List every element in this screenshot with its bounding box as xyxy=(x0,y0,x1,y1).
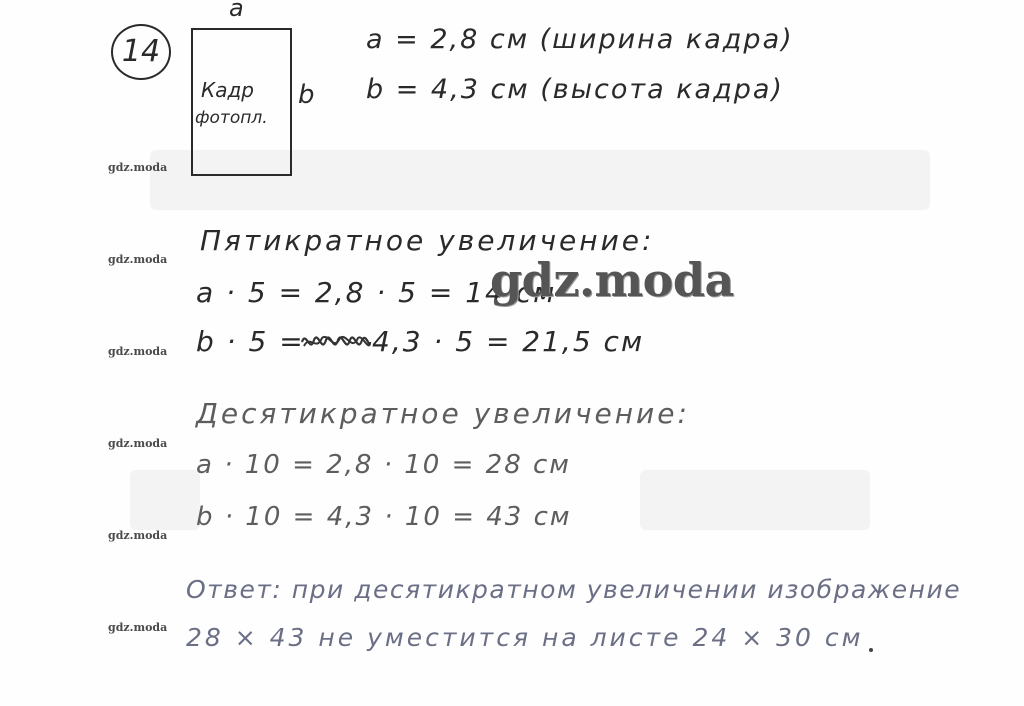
watermark-large: gdz.moda xyxy=(490,253,734,307)
film-frame-rectangle xyxy=(191,28,292,176)
frame-label-line2: фотопл. xyxy=(195,108,268,128)
crossed-out-scribble xyxy=(300,328,372,356)
frame-label xyxy=(195,76,268,132)
answer-line1: Ответ: при десятикратном увеличении изображение xyxy=(186,575,962,604)
problem-number: 14 xyxy=(121,34,161,69)
watermark-small: gdz.moda xyxy=(108,253,168,266)
answer-line2: 28 × 43 не уместится на листе 24 × 30 см xyxy=(186,623,864,652)
fivefold-line-b-start: b · 5 = xyxy=(196,325,305,358)
watermark-small: gdz.moda xyxy=(108,437,168,450)
watermark-small: gdz.moda xyxy=(108,621,168,634)
frame-label-line1: Кадр xyxy=(201,78,254,102)
tenfold-heading: Десятикратное увеличение: xyxy=(196,397,690,430)
definition-height: b = 4,3 см (высота кадра) xyxy=(366,74,784,105)
tenfold-line-b: b · 10 = 4,3 · 10 = 43 см xyxy=(196,502,572,532)
tenfold-line-a: a · 10 = 2,8 · 10 = 28 см xyxy=(196,450,571,480)
figure-side-label: b xyxy=(298,80,315,110)
fivefold-line-a: a · 5 = 2,8 · 5 = 14 см xyxy=(196,276,557,309)
figure-top-label: a xyxy=(229,0,244,22)
watermark-small: gdz.moda xyxy=(108,345,168,358)
bleed-through-shape xyxy=(640,470,870,530)
watermark-small: gdz.moda xyxy=(108,161,168,174)
fivefold-line-b-end: 4,3 · 5 = 21,5 см xyxy=(372,325,645,358)
answer-period xyxy=(869,648,873,652)
watermark-small: gdz.moda xyxy=(108,529,168,542)
problem-number-circle xyxy=(111,24,171,80)
bleed-through-shape xyxy=(130,470,200,530)
fivefold-heading: Пятикратное увеличение: xyxy=(200,224,655,257)
definition-width: a = 2,8 см (ширина кадра) xyxy=(366,24,794,55)
